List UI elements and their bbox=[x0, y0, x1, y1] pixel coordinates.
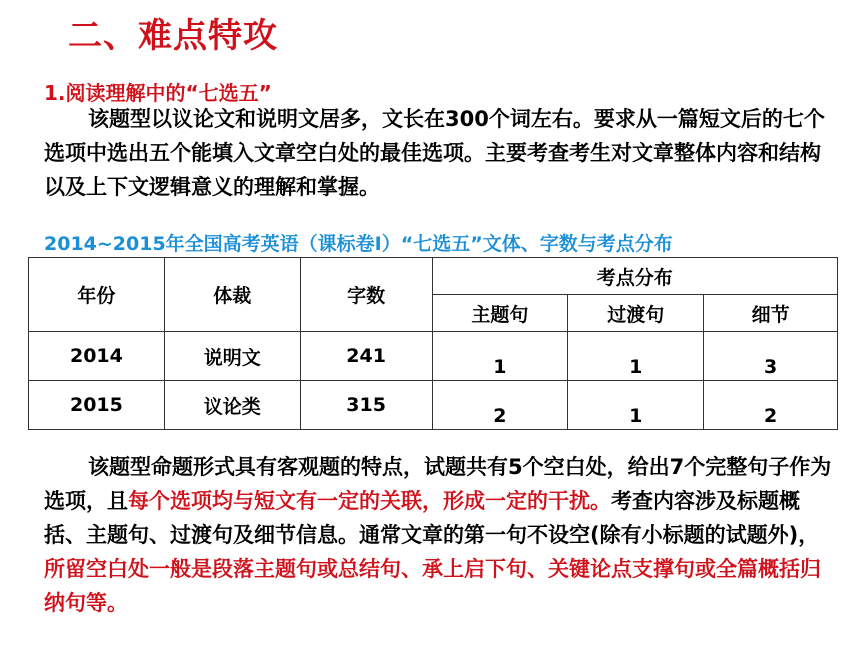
header-year: 年份 bbox=[29, 258, 165, 332]
cell-detail: 3 bbox=[704, 332, 838, 381]
header-transition: 过渡句 bbox=[568, 295, 704, 332]
header-points: 考点分布 bbox=[432, 258, 837, 295]
cell-transition: 1 bbox=[568, 381, 704, 430]
intro-paragraph bbox=[44, 102, 834, 204]
cell-detail: 2 bbox=[704, 381, 838, 430]
cell-year: 2014 bbox=[29, 332, 165, 381]
distribution-table bbox=[28, 257, 838, 430]
body-highlight-1: 每个选项均与短文有一定的关联，形成一定的干扰。 bbox=[128, 489, 611, 513]
cell-topic: 1 bbox=[432, 332, 568, 381]
cell-genre: 说明文 bbox=[164, 332, 300, 381]
body-text-1: 该题型命题形式具有客观题的特点，试题共有5个空白处，给出7个完整句子作为选项，且 bbox=[44, 455, 832, 513]
body-highlight-2: 所留空白处一般是段落主题句或总结句、承上启下句、关键论点支撑句或全篇概括归纳句等。 bbox=[44, 557, 821, 615]
page-title: 二、难点特攻 bbox=[68, 16, 278, 56]
body-paragraph bbox=[44, 450, 834, 620]
intro-text: 该题型以议论文和说明文居多，文长在300个词左右。要求从一篇短文后的七个选项中选出五个能填入文章空白处的最佳选项。主要考查考生对文章整体内容和结构以及上下文逻辑意义的理解和掌握。 bbox=[44, 107, 825, 199]
cell-year: 2015 bbox=[29, 381, 165, 430]
table-row bbox=[29, 381, 838, 430]
table-row bbox=[29, 332, 838, 381]
table-title: 2014~2015年全国高考英语（课标卷Ⅰ）“七选五”文体、字数与考点分布 bbox=[44, 233, 673, 255]
cell-transition: 1 bbox=[568, 332, 704, 381]
header-detail: 细节 bbox=[704, 295, 838, 332]
body-text-2: 考查内容涉及标题概括、主题句、过渡句及细节信息。通常文章的第一句不设空(除有小标题的试题外)， bbox=[44, 489, 820, 547]
header-genre: 体裁 bbox=[164, 258, 300, 332]
cell-topic: 2 bbox=[432, 381, 568, 430]
cell-genre: 议论类 bbox=[164, 381, 300, 430]
cell-words: 315 bbox=[300, 381, 432, 430]
cell-words: 241 bbox=[300, 332, 432, 381]
header-words: 字数 bbox=[300, 258, 432, 332]
section-subheading: 1.阅读理解中的“七选五” bbox=[44, 81, 272, 105]
header-topic: 主题句 bbox=[432, 295, 568, 332]
